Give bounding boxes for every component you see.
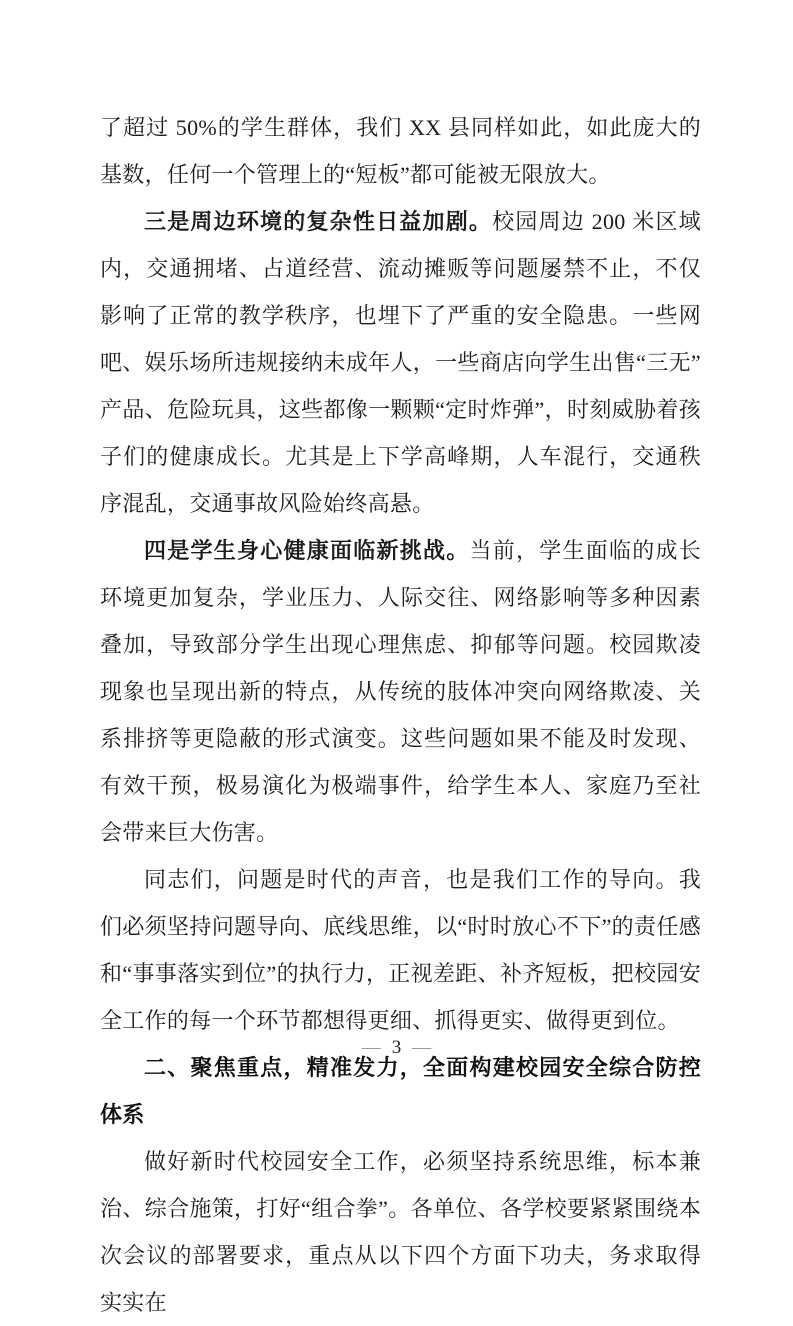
footer-dash-left: — xyxy=(361,1037,381,1058)
section-heading-two: 二、聚焦重点，精准发力，全面构建校园安全综合防控体系 xyxy=(100,1055,701,1127)
paragraph-comrades: 同志们，问题是时代的声音，也是我们工作的导向。我们必须坚持问题导向、底线思维，以“时时放心不下”的责任感和“事事落实到位”的执行力，正视差距、补齐短板，把校园安全工作的每一个环节都想得更细、抓得更实、做得更到位。 xyxy=(100,867,701,1033)
paragraph-body-four: 当前，学生面临的成长环境更加复杂，学业压力、人际交往、网络影响等多种因素叠加，导致部分学生出现心理焦虑、抑郁等问题。校园欺凌现象也呈现出新的特点，从传统的肢体冲突向网络欺凌、关系排挤等更隐蔽的形式演变。这些问题如果不能及时发现、有效干预，极易演化为极端事件，给学生本人、家庭乃至社会带来巨大伤害。 xyxy=(100,538,701,845)
paragraph-point-three xyxy=(100,198,701,527)
document-text-block xyxy=(100,104,701,1326)
footer-dash-right: — xyxy=(412,1037,432,1058)
paragraph-point-four xyxy=(100,527,701,856)
footer-page-number: 3 xyxy=(391,1037,402,1058)
paragraph-continuation: 了超过 50%的学生群体，我们 XX 县同样如此，如此庞大的基数，任何一个管理上的“短板”都可能被无限放大。 xyxy=(100,115,701,187)
paragraph-body-three: 校园周边 200 米区域内，交通拥堵、占道经营、流动摊贩等问题屡禁不止，不仅影响了正常的教学秩序，也埋下了严重的安全隐患。一些网吧、娱乐场所违规接纳未成年人，一些商店向学生出售“三无”产品、危险玩具，这些都像一颗颗“定时炸弹”，时刻威胁着孩子们的健康成长。尤其是上下学高峰期，人车混行，交通秩序混乱，交通事故风险始终高悬。 xyxy=(100,209,701,516)
paragraph-lead-four: 四是学生身心健康面临新挑战。 xyxy=(144,538,470,563)
paragraph-closing: 做好新时代校园安全工作，必须坚持系统思维，标本兼治、综合施策，打好“组合拳”。各单位、各学校要紧紧围绕本次会议的部署要求，重点从以下四个方面下功夫，务求取得实实在 xyxy=(100,1149,701,1315)
paragraph-lead-three: 三是周边环境的复杂性日益加剧。 xyxy=(144,209,493,234)
page-footer xyxy=(0,1033,793,1063)
